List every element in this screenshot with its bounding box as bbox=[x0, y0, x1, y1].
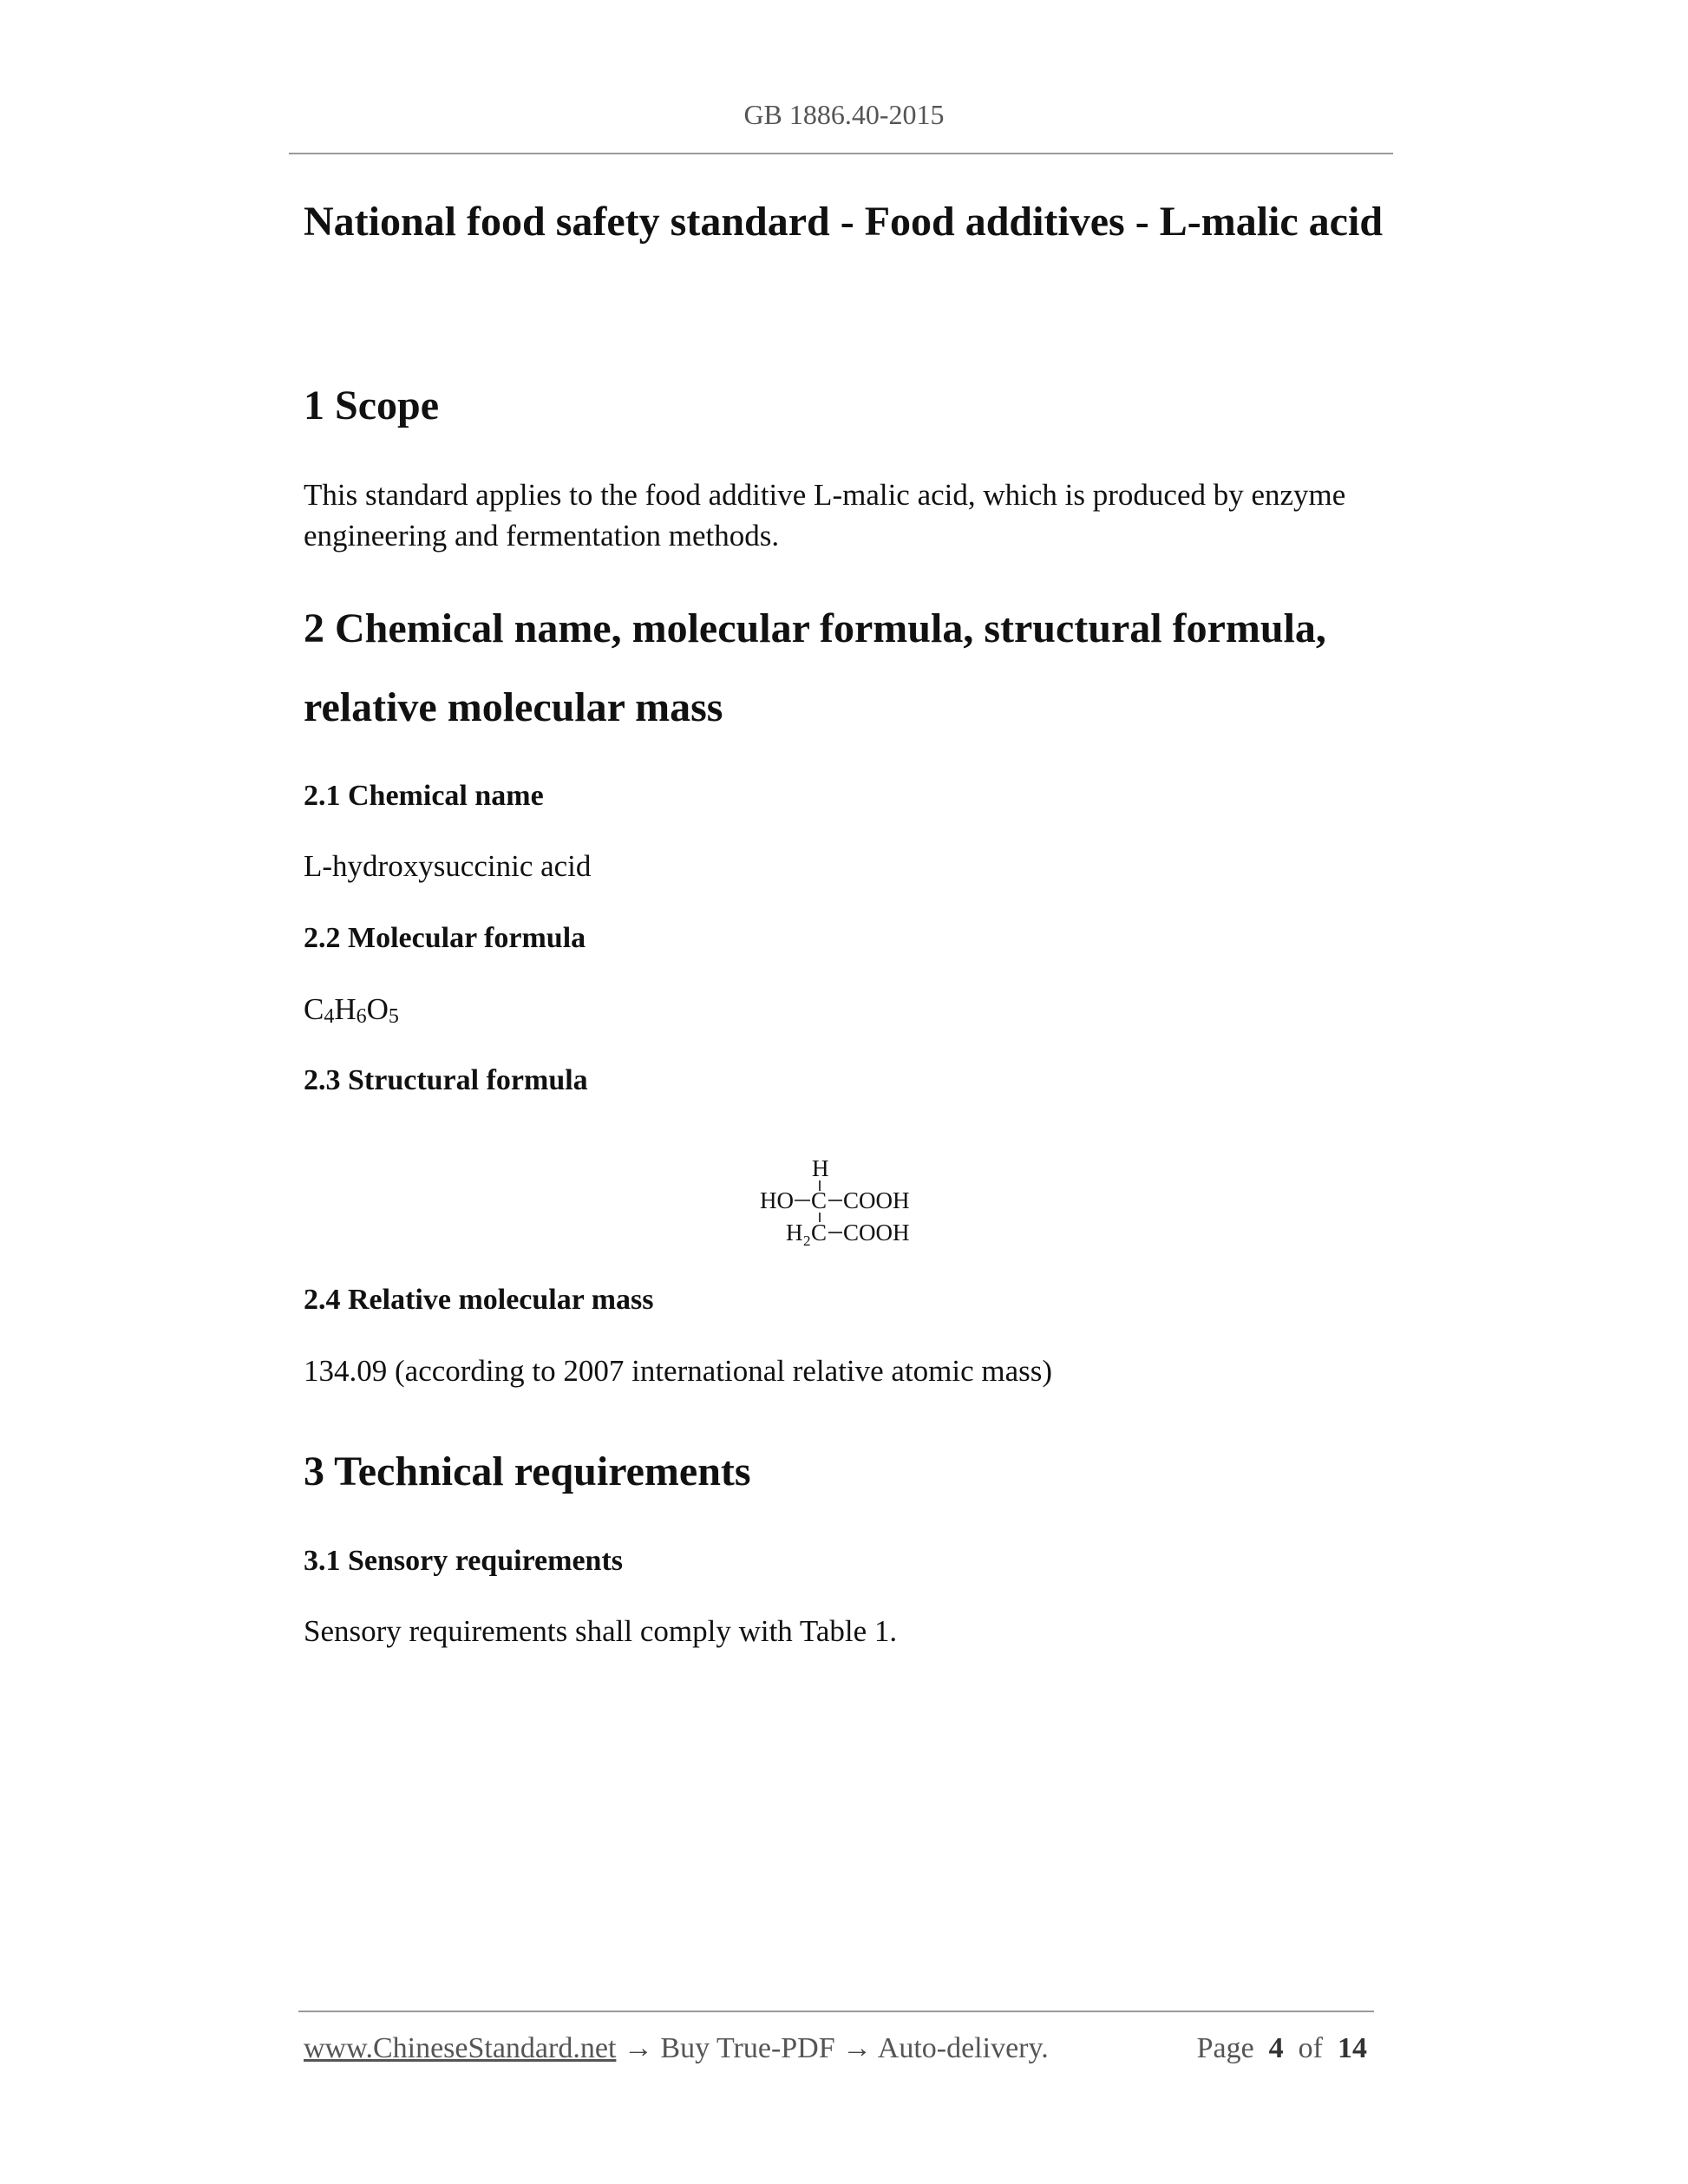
section-1-heading: 1 Scope bbox=[304, 383, 439, 428]
page-indicator bbox=[1197, 2032, 1367, 2065]
footer-promo bbox=[304, 2032, 1049, 2065]
subsection-3-1-heading: 3.1 Sensory requirements bbox=[304, 1545, 624, 1577]
site-link[interactable]: www.ChineseStandard.net bbox=[304, 2032, 617, 2064]
footer-divider bbox=[298, 2011, 1374, 2012]
structural-methylene-h: H bbox=[786, 1220, 803, 1246]
arrow-right-icon: → bbox=[842, 2032, 873, 2064]
sensory-requirements-text: Sensory requirements shall comply with Table 1. bbox=[304, 1614, 898, 1648]
formula-oxygen-count: 5 bbox=[388, 1005, 399, 1028]
molecular-formula bbox=[304, 989, 399, 1037]
scope-text-line-1: This standard applies to the food additive L-malic acid, which is produced by enzyme bbox=[304, 478, 1346, 512]
chemical-name-value: L-hydroxysuccinic acid bbox=[304, 849, 592, 883]
total-pages-number: 14 bbox=[1338, 2032, 1367, 2064]
structural-formula-diagram bbox=[760, 1152, 933, 1256]
structural-hydroxyl: HO bbox=[760, 1187, 794, 1213]
molecular-mass-value: 134.09 (according to 2007 international relative atomic mass) bbox=[304, 1354, 1053, 1388]
of-label: of bbox=[1298, 2032, 1323, 2064]
document-title: National food safety standard - Food additives - L-malic acid bbox=[304, 199, 1384, 245]
structural-methylene-carbon: C bbox=[811, 1220, 828, 1246]
formula-hydrogen-count: 6 bbox=[356, 1005, 367, 1028]
arrow-right-icon: → bbox=[623, 2032, 653, 2064]
current-page-number: 4 bbox=[1268, 2032, 1284, 2064]
subsection-2-3-heading: 2.3 Structural formula bbox=[304, 1064, 588, 1096]
subsection-2-4-heading: 2.4 Relative molecular mass bbox=[304, 1284, 654, 1316]
header-divider bbox=[289, 153, 1393, 154]
auto-delivery-text: Auto-delivery. bbox=[877, 2032, 1049, 2064]
structural-carboxyl-1: COOH bbox=[843, 1187, 910, 1213]
page-label: Page bbox=[1196, 2032, 1254, 2064]
section-2-heading-line-2: relative molecular mass bbox=[304, 684, 723, 730]
subsection-2-1-heading: 2.1 Chemical name bbox=[304, 780, 544, 812]
document-number-header: GB 1886.40-2015 bbox=[743, 99, 945, 130]
formula-oxygen: O bbox=[366, 992, 389, 1026]
structural-center-carbon: C bbox=[811, 1187, 828, 1213]
formula-hydrogen: H bbox=[334, 992, 357, 1026]
formula-carbon: C bbox=[304, 992, 324, 1026]
structural-carboxyl-2: COOH bbox=[843, 1220, 910, 1246]
buy-true-pdf-text: Buy True-PDF bbox=[660, 2032, 835, 2064]
scope-text-line-2: engineering and fermentation methods. bbox=[304, 519, 780, 553]
structural-top-h: H bbox=[812, 1155, 829, 1181]
subsection-2-2-heading: 2.2 Molecular formula bbox=[304, 922, 586, 954]
section-3-heading: 3 Technical requirements bbox=[304, 1448, 751, 1494]
structural-methylene-subscript: 2 bbox=[803, 1233, 811, 1249]
section-2-heading-line-1: 2 Chemical name, molecular formula, structural formula, bbox=[304, 605, 1326, 651]
formula-carbon-count: 4 bbox=[324, 1005, 335, 1028]
